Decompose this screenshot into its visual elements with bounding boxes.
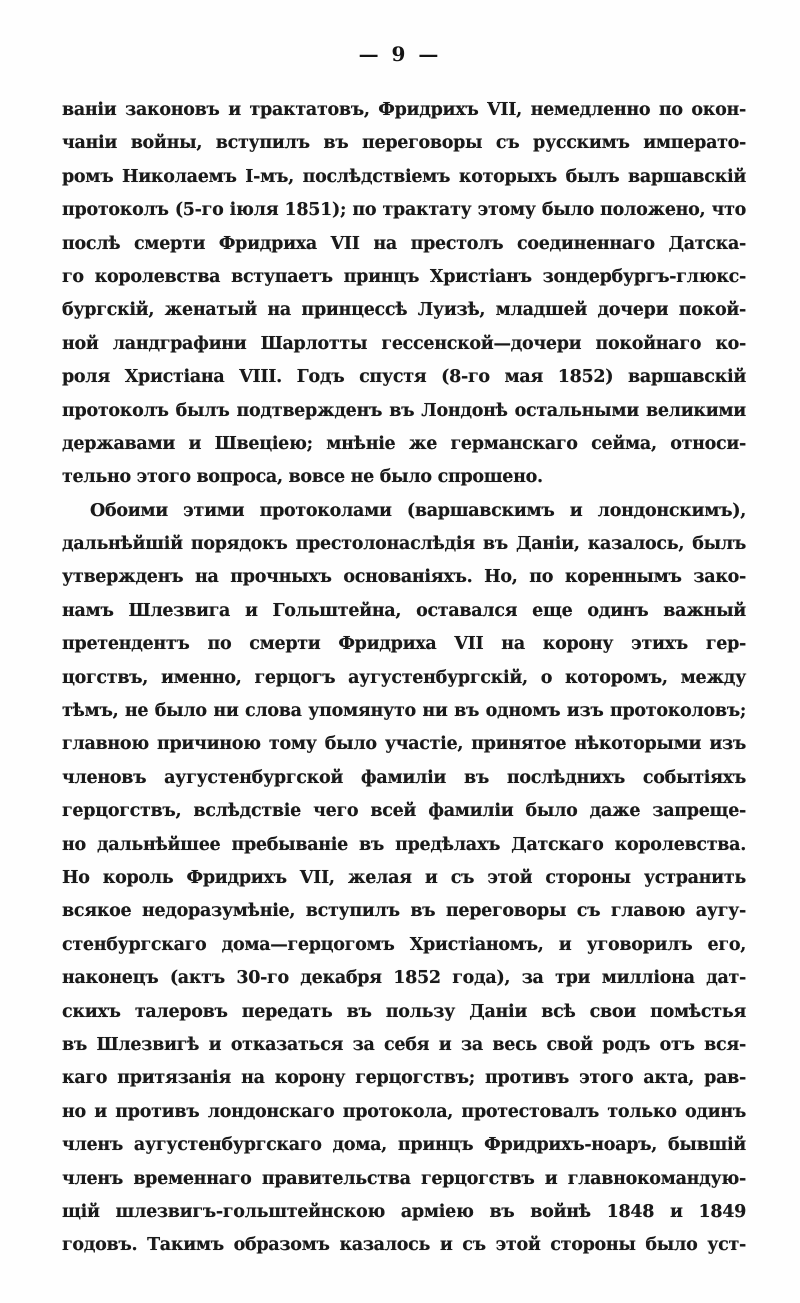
text-line: членъ временнаго правительства герцогствъ и главнокомандую- [62,1168,746,1189]
text-line: главною причиною тому было участіе, принятое нѣкоторыми изъ [62,734,746,755]
text-line: Обоими этими протоколами (варшавскимъ и лондонскимъ), [90,500,746,521]
paragraph [62,495,746,1263]
text-line: державами и Швеціею; мнѣніе же германскаго сейма, относи- [62,433,746,454]
text-block [62,94,746,1263]
text-line: Но король Фридрихъ VII, желая и съ этой стороны устранить [62,867,746,888]
text-line: но и противъ лондонскаго протокола, протестовалъ только одинъ [62,1101,746,1122]
text-line: намъ Шлезвига и Гольштейна, оставался еще одинъ важный [62,600,746,621]
text-line: тельно этого вопроса, вовсе не было спрошено. [62,467,543,488]
text-line: послѣ смерти Фридриха VII на престолъ соединеннаго Датска- [62,233,746,254]
text-line: въ Шлезвигѣ и отказаться за себя и за весь свой родъ отъ вся- [62,1034,746,1055]
text-line: претендентъ по смерти Фридриха VII на корону этихъ гер- [62,634,746,655]
text-line: го королевства вступаетъ принцъ Христіанъ зондербургъ-глюкс- [62,266,746,287]
page-number: — 9 — [358,42,442,66]
text-line: роля Христіана VIII. Годъ спустя (8-го мая 1852) варшавскій [62,367,746,388]
text-line: наконецъ (актъ 30-го декабря 1852 года), за три милліона дат- [62,968,746,989]
text-line: скихъ талеровъ передать въ пользу Даніи всѣ свои помѣстья [62,1001,746,1022]
text-line: членовъ аугустенбургской фамиліи въ послѣднихъ событіяхъ [62,767,746,788]
text-line: щій шлезвигъ-гольштейнскою арміею въ войнѣ 1848 и 1849 [62,1201,746,1222]
text-line: годовъ. Такимъ образомъ казалось и съ этой стороны было уст- [62,1235,746,1256]
text-line: бургскій, женатый на принцессѣ Луизѣ, младшей дочери покой- [62,300,746,321]
text-line: протоколъ былъ подтвержденъ въ Лондонѣ остальными великими [62,400,746,421]
text-line: всякое недоразумѣніе, вступилъ въ переговоры съ главою аугу- [62,901,746,922]
text-line: тѣмъ, не было ни слова упомянуто ни въ одномъ изъ протоколовъ; [62,701,746,722]
text-line: протоколъ (5-го іюля 1851); по трактату этому было положено, что [62,200,746,221]
text-line: каго притязанія на корону герцогствъ; противъ этого акта, рав- [62,1068,746,1089]
text-line: стенбургскаго дома—герцогомъ Христіаномъ, и уговорилъ его, [62,934,746,955]
text-line: но дальнѣйшее пребываніе въ предѣлахъ Датскаго королевства. [62,834,746,855]
text-line: герцогствъ, вслѣдствіе чего всей фамиліи было даже запреще- [62,801,746,822]
text-line: ромъ Николаемъ I-мъ, послѣдствіемъ которыхъ былъ варшавскій [62,166,746,187]
text-line: цогствъ, именно, герцогъ аугустенбургскій, о которомъ, между [62,667,746,688]
text-line: чаніи войны, вступилъ въ переговоры съ русскимъ императо- [62,133,746,154]
text-line: ваніи законовъ и трактатовъ, Фридрихъ VII, немедленно по окон- [62,100,746,120]
text-line: ной ландграфини Шарлотты гессенской—дочери покойнаго ко- [62,333,746,354]
text-line: утвержденъ на прочныхъ основаніяхъ. Но, по кореннымъ зако- [62,567,746,588]
text-line: дальнѣйшій порядокъ престолонаслѣдія въ Даніи, казалось, былъ [62,534,746,555]
text-line: членъ аугустенбургскаго дома, принцъ Фридрихъ-ноаръ, бывшій [62,1135,746,1156]
paragraph [62,94,746,495]
